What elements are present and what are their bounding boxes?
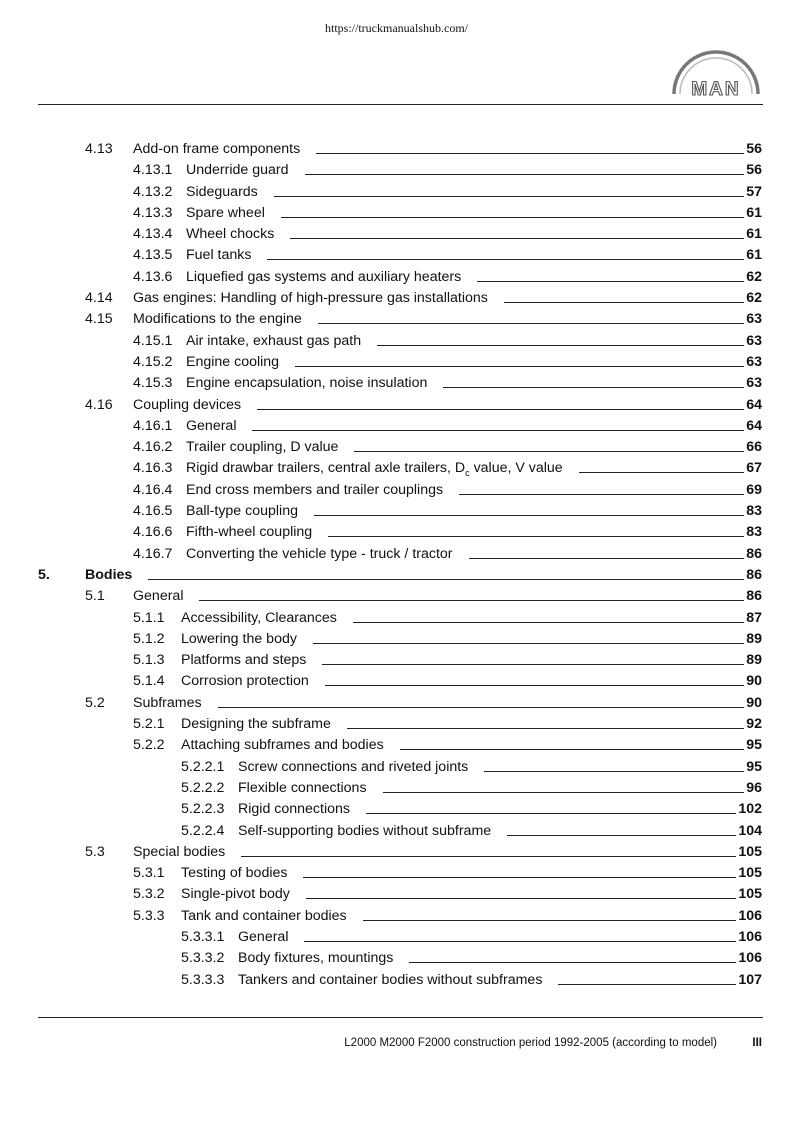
- toc-entry-page: 106: [738, 928, 762, 945]
- toc-entry-title-text: Body fixtures, mountings: [238, 950, 394, 967]
- toc-entry-number: 4.16.6: [133, 524, 173, 541]
- toc-entry-title-text: Modifications to the engine: [133, 311, 302, 328]
- toc-leader-line: [267, 259, 744, 260]
- toc-entry-title: [133, 139, 300, 160]
- toc-entry-number: 5.1.2: [133, 630, 165, 647]
- toc-entry-page: 56: [746, 141, 762, 157]
- toc-leader-line: [281, 217, 744, 218]
- toc-entry-page: 83: [746, 503, 762, 520]
- toc-entry-title-text: Attaching subframes and bodies: [181, 737, 384, 754]
- toc-entry[interactable]: [0, 799, 793, 820]
- toc-leader-line: [148, 579, 744, 580]
- toc-entry-title-text: Special bodies: [133, 843, 226, 860]
- toc-entry-page: 69: [746, 481, 762, 498]
- toc-entry-title-text: Accessibility, Clearances: [181, 609, 337, 626]
- man-logo: [668, 44, 764, 98]
- toc-entry-title-text: Flexible connections: [238, 779, 367, 796]
- toc-entry[interactable]: [0, 395, 793, 416]
- toc-entry-number: 4.13.2: [133, 183, 173, 200]
- toc-entry-title: [186, 182, 258, 203]
- toc-entry-number: 4.16.4: [133, 481, 173, 498]
- toc-entry-title-subscript: c: [465, 468, 470, 479]
- toc-entry-title-text: Underride guard: [186, 162, 289, 179]
- toc-entry-number: 5.3.3: [133, 907, 165, 924]
- toc-entry-number: 5.: [38, 566, 50, 583]
- toc-entry-title: [186, 267, 461, 288]
- toc-entry-number: 5.3: [85, 843, 105, 860]
- toc-entry[interactable]: [0, 437, 793, 458]
- toc-entry-title-text: Trailer coupling, D value: [186, 439, 339, 456]
- toc-entry-number: 4.13.5: [133, 247, 173, 264]
- toc-entry[interactable]: [0, 224, 793, 245]
- toc-entry-number: 5.1: [85, 588, 105, 605]
- toc-entry-number: 4.16.1: [133, 417, 173, 434]
- toc-entry-title-text: Ball-type coupling: [186, 503, 298, 520]
- toc-leader-line: [274, 196, 744, 197]
- toc-entry-title-text: Designing the subframe: [181, 716, 331, 733]
- toc-entry-page: 95: [746, 758, 762, 775]
- toc-entry-page: 92: [746, 716, 762, 733]
- toc-entry-page: 107: [738, 971, 762, 988]
- toc-entry-title-text: General: [186, 417, 237, 434]
- toc-entry-number: 5.3.3.2: [181, 950, 225, 967]
- toc-entry-title-text: Fifth-wheel coupling: [186, 524, 313, 541]
- toc-entry-title-text: General: [133, 588, 184, 605]
- toc-entry-title: [186, 224, 274, 245]
- toc-entry-number: 4.13: [85, 141, 113, 157]
- toc-entry-title: [181, 863, 287, 884]
- toc-entry-page: 106: [738, 907, 762, 924]
- toc-leader-line: [469, 558, 744, 559]
- toc-entry-page: 104: [738, 822, 762, 839]
- toc-entry[interactable]: [0, 288, 793, 309]
- toc-entry[interactable]: [0, 182, 793, 203]
- toc-entry-title: [238, 799, 350, 820]
- toc-entry-title-text: Rigid connections: [238, 801, 350, 818]
- toc-entry-number: 5.3.3.3: [181, 971, 225, 988]
- toc-entry-title: [133, 842, 225, 863]
- toc-entry-page: 57: [746, 183, 762, 200]
- toc-entry[interactable]: [0, 458, 793, 479]
- toc-leader-line: [304, 941, 736, 942]
- toc-entry-number: 4.13.3: [133, 204, 173, 221]
- toc-entry-title-text: Lowering the body: [181, 630, 297, 647]
- toc-leader-line: [290, 238, 744, 239]
- toc-entry-title: [238, 970, 542, 991]
- toc-leader-line: [295, 366, 744, 367]
- toc-leader-line: [354, 451, 744, 452]
- toc-leader-line: [459, 494, 744, 495]
- toc-entry-page: 87: [746, 609, 762, 626]
- toc-entry-title-text: Wheel chocks: [186, 226, 275, 243]
- toc-entry-page: 89: [746, 630, 762, 647]
- header-rule: [38, 104, 763, 105]
- footer-page-number: III: [752, 1037, 762, 1049]
- toc-entry-title: [133, 395, 241, 416]
- toc-entry-title-text: Tank and container bodies: [181, 907, 347, 924]
- toc-entry[interactable]: [0, 480, 793, 501]
- toc-entry-number: 5.1.4: [133, 673, 165, 690]
- toc-entry-title: [238, 778, 367, 799]
- toc-entry-title-text: Add-on frame components: [133, 141, 301, 157]
- toc-leader-line: [303, 877, 736, 878]
- toc-entry-number: 5.2.2.4: [181, 822, 225, 839]
- toc-entry-title: [238, 821, 491, 842]
- toc-entry[interactable]: [0, 693, 793, 714]
- toc-entry[interactable]: [0, 245, 793, 266]
- toc-entry-page: 86: [746, 588, 762, 605]
- toc-entry-title-text: Coupling devices: [133, 396, 242, 413]
- toc-entry[interactable]: [0, 650, 793, 671]
- toc-leader-line: [507, 835, 736, 836]
- toc-entry-title-text: Fuel tanks: [186, 247, 252, 264]
- toc-entry-page: 64: [746, 396, 762, 413]
- toc-entry-title-text: Engine cooling: [186, 353, 280, 370]
- toc-entry-title: [181, 608, 337, 629]
- toc-entry[interactable]: [0, 863, 793, 884]
- toc-entry-page: 56: [746, 162, 762, 179]
- toc-entry-title-text: Rigid drawbar trailers, central axle trailers, D: [186, 460, 466, 477]
- toc-entry[interactable]: [0, 373, 793, 394]
- toc-entry[interactable]: [0, 309, 793, 330]
- toc-leader-line: [314, 515, 744, 516]
- toc-leader-line: [558, 984, 736, 985]
- toc-entry-page: 64: [746, 417, 762, 434]
- toc-entry[interactable]: [0, 629, 793, 650]
- toc-entry-title: [133, 309, 302, 330]
- toc-entry-number: 5.3.1: [133, 865, 165, 882]
- toc-entry-number: 4.13.1: [133, 162, 173, 179]
- toc-entry-page: 89: [746, 652, 762, 669]
- toc-leader-line: [325, 685, 744, 686]
- toc-entry-page: 63: [746, 375, 762, 392]
- toc-entry[interactable]: [0, 608, 793, 629]
- toc-leader-line: [366, 813, 736, 814]
- toc-leader-line: [383, 792, 744, 793]
- toc-entry-title: [181, 650, 306, 671]
- toc-leader-line: [328, 536, 744, 537]
- toc-entry[interactable]: [0, 522, 793, 543]
- toc-entry[interactable]: [0, 501, 793, 522]
- toc-entry[interactable]: [0, 139, 793, 160]
- toc-entry-title: [181, 884, 290, 905]
- source-url[interactable]: https://truckmanualshub.com/: [325, 21, 468, 35]
- toc-entry[interactable]: [0, 948, 793, 969]
- toc-entry-number: 4.15: [85, 311, 113, 328]
- toc-entry-number: 5.3.3.1: [181, 928, 225, 945]
- toc-entry-page: 61: [746, 226, 762, 243]
- toc-leader-line: [318, 323, 744, 324]
- toc-entry[interactable]: [0, 757, 793, 778]
- toc-entry[interactable]: [0, 821, 793, 842]
- toc-entry-title: [238, 948, 393, 969]
- toc-entry[interactable]: [0, 671, 793, 692]
- toc-entry-number: 5.2.2.1: [181, 758, 225, 775]
- toc-leader-line: [252, 430, 744, 431]
- toc-entry-number: 4.13.6: [133, 268, 173, 285]
- toc-entry-number: 4.14: [85, 290, 113, 307]
- toc-entry-number: 4.15.1: [133, 332, 173, 349]
- man-logo-text: MAN: [691, 79, 741, 98]
- toc-entry[interactable]: [0, 586, 793, 607]
- toc-entry-title-text: Self-supporting bodies without subframe: [238, 822, 492, 839]
- toc-entry-title: [133, 288, 488, 309]
- toc-entry[interactable]: [0, 970, 793, 991]
- toc-entry-page: 67: [746, 460, 762, 477]
- toc-entry-title: [186, 416, 236, 437]
- toc-entry-page: 90: [746, 673, 762, 690]
- toc-entry[interactable]: [0, 544, 793, 565]
- toc-leader-line: [306, 898, 736, 899]
- toc-entry-page: 61: [746, 204, 762, 221]
- footer-text: L2000 M2000 F2000 construction period 1992-2005 (according to model): [344, 1037, 717, 1049]
- toc-entry[interactable]: [0, 884, 793, 905]
- toc-entry-title-text: Tankers and container bodies without subframes: [238, 971, 543, 988]
- toc-leader-line: [347, 728, 744, 729]
- toc-entry-page: 83: [746, 524, 762, 541]
- toc-entry-title-text: Spare wheel: [186, 204, 265, 221]
- toc-entry-number: 5.2.2: [133, 737, 165, 754]
- toc-entry-number: 4.16.5: [133, 503, 173, 520]
- toc-entry-title: [186, 437, 338, 458]
- toc-entry-number: 5.2: [85, 694, 105, 711]
- toc-entry-page: 66: [746, 439, 762, 456]
- toc-entry-title-text: Corrosion protection: [181, 673, 309, 690]
- toc-entry-page: 86: [746, 545, 762, 562]
- toc-entry-number: 4.16.2: [133, 439, 173, 456]
- toc-leader-line: [257, 409, 744, 410]
- toc-entry[interactable]: [0, 416, 793, 437]
- toc-entry-number: 4.16.7: [133, 545, 173, 562]
- toc-leader-line: [477, 281, 744, 282]
- toc-entry-number: 4.16: [85, 396, 113, 413]
- toc-entry-title-text: End cross members and trailer couplings: [186, 481, 444, 498]
- toc-entry-title-tail: value, V value: [469, 460, 563, 477]
- table-of-contents: [0, 139, 793, 991]
- toc-entry-title-text: Sideguards: [186, 183, 258, 200]
- toc-entry-title: [186, 331, 361, 352]
- toc-entry-page: 102: [738, 801, 762, 818]
- toc-entry-title: [186, 160, 289, 181]
- toc-entry-title-text: Screw connections and riveted joints: [238, 758, 469, 775]
- toc-entry-title-text: Gas engines: Handling of high-pressure gas installations: [133, 290, 488, 307]
- toc-entry[interactable]: [0, 352, 793, 373]
- toc-entry-title: [181, 735, 384, 756]
- toc-entry-page: 95: [746, 737, 762, 754]
- toc-entry-number: 4.15.2: [133, 353, 173, 370]
- toc-entry-title: [186, 352, 279, 373]
- toc-entry-title: [181, 906, 347, 927]
- toc-entry[interactable]: [0, 331, 793, 352]
- toc-entry-title-text: Platforms and steps: [181, 652, 307, 669]
- toc-entry[interactable]: [0, 735, 793, 756]
- toc-entry-title: [181, 714, 331, 735]
- toc-entry-title: [181, 629, 297, 650]
- toc-entry-page: 86: [746, 566, 762, 583]
- toc-entry-title-text: Converting the vehicle type - truck / tractor: [186, 545, 453, 562]
- toc-entry[interactable]: [0, 778, 793, 799]
- toc-entry[interactable]: [0, 842, 793, 863]
- toc-entry-page: 63: [746, 311, 762, 328]
- toc-entry[interactable]: [0, 203, 793, 224]
- toc-entry[interactable]: [0, 565, 793, 586]
- toc-entry-title: [181, 671, 309, 692]
- toc-entry-page: 63: [746, 332, 762, 349]
- toc-entry-number: 4.15.3: [133, 375, 173, 392]
- toc-entry-title: [133, 693, 202, 714]
- toc-leader-line: [443, 387, 744, 388]
- toc-leader-line: [409, 962, 736, 963]
- toc-leader-line: [484, 771, 744, 772]
- toc-entry-title-text: Bodies: [85, 566, 133, 583]
- toc-entry-title: [186, 245, 251, 266]
- toc-entry-number: 5.2.1: [133, 716, 165, 733]
- toc-leader-line: [199, 600, 744, 601]
- toc-entry-number: 5.2.2.2: [181, 779, 225, 796]
- toc-entry-title: [186, 522, 312, 543]
- toc-entry-number: 4.16.3: [133, 460, 173, 477]
- toc-entry-title: [186, 373, 427, 394]
- toc-entry-page: 96: [746, 779, 762, 796]
- toc-entry[interactable]: [0, 714, 793, 735]
- toc-entry[interactable]: [0, 927, 793, 948]
- toc-leader-line: [579, 472, 744, 473]
- toc-entry-page: 61: [746, 247, 762, 264]
- toc-entry[interactable]: [0, 906, 793, 927]
- toc-entry-page: 62: [746, 290, 762, 307]
- toc-entry-title-text: Air intake, exhaust gas path: [186, 332, 362, 349]
- toc-leader-line: [504, 302, 744, 303]
- toc-entry-title-text: Subframes: [133, 694, 202, 711]
- toc-entry-number: 5.3.2: [133, 886, 165, 903]
- toc-leader-line: [322, 664, 744, 665]
- toc-entry[interactable]: [0, 160, 793, 181]
- toc-entry[interactable]: [0, 267, 793, 288]
- toc-entry-page: 90: [746, 694, 762, 711]
- toc-entry-title: [186, 480, 443, 501]
- toc-leader-line: [377, 345, 744, 346]
- toc-entry-title: [186, 544, 453, 565]
- toc-entry-page: 63: [746, 353, 762, 370]
- toc-leader-line: [218, 707, 744, 708]
- toc-entry-page: 105: [738, 843, 762, 860]
- toc-entry-page: 105: [738, 865, 762, 882]
- toc-entry-title-text: Engine encapsulation, noise insulation: [186, 375, 428, 392]
- toc-entry-number: 5.1.3: [133, 652, 165, 669]
- toc-entry-title: [133, 586, 183, 607]
- toc-entry-page: 62: [746, 268, 762, 285]
- toc-leader-line: [305, 174, 744, 175]
- toc-entry-title-text: Testing of bodies: [181, 865, 288, 882]
- toc-entry-number: 4.13.4: [133, 226, 173, 243]
- toc-entry-number: 5.2.2.3: [181, 801, 225, 818]
- toc-entry-page: 106: [738, 950, 762, 967]
- toc-leader-line: [241, 856, 736, 857]
- toc-leader-line: [316, 153, 744, 154]
- footer-rule: [38, 1017, 763, 1018]
- toc-leader-line: [313, 643, 744, 644]
- toc-entry-title: [238, 927, 288, 948]
- toc-entry-title-text: Liquefied gas systems and auxiliary heaters: [186, 268, 462, 285]
- toc-entry-title-text: General: [238, 928, 289, 945]
- toc-leader-line: [353, 622, 744, 623]
- toc-entry-page: 105: [738, 886, 762, 903]
- toc-entry-title: [238, 757, 468, 778]
- toc-entry-number: 5.1.1: [133, 609, 165, 626]
- toc-entry-title: [85, 565, 132, 586]
- toc-leader-line: [400, 749, 744, 750]
- toc-entry-title: [186, 203, 265, 224]
- toc-entry-title: [186, 501, 298, 522]
- toc-entry-title-text: Single-pivot body: [181, 886, 290, 903]
- toc-leader-line: [363, 920, 736, 921]
